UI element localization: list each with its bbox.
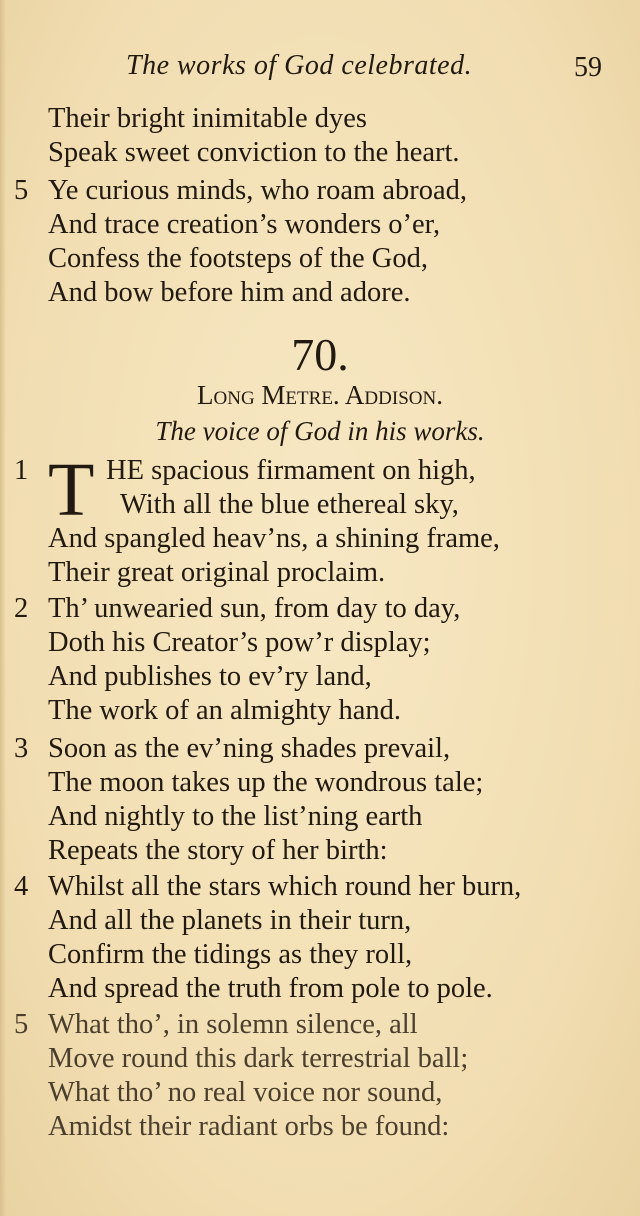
stanza-1 bbox=[0, 448, 640, 590]
drop-cap: T bbox=[48, 448, 95, 532]
stanza-5 bbox=[0, 1008, 640, 1144]
stanza-number: 1 bbox=[14, 455, 29, 486]
previous-stanza-tail bbox=[0, 102, 640, 170]
verse-line: 3 Soon as the ev’ning shades prevail, bbox=[14, 733, 451, 764]
verse-line: 5 What tho’, in solemn silence, all bbox=[14, 1009, 418, 1040]
previous-hymn-stanza-5 bbox=[0, 174, 640, 310]
verse-line: And publishes to ev’ry land, bbox=[48, 661, 372, 692]
running-head bbox=[0, 50, 640, 86]
stanza-number: 3 bbox=[14, 733, 29, 764]
stanza-4 bbox=[0, 870, 640, 1006]
verse-line: 4 Whilst all the stars which round her burn, bbox=[14, 871, 522, 902]
verse-line: And trace creation’s wonders o’er, bbox=[48, 209, 441, 240]
verse-line: What tho’ no real voice nor sound, bbox=[48, 1077, 443, 1108]
verse-line: Confess the footsteps of the God, bbox=[48, 243, 428, 274]
verse-line: And spread the truth from pole to pole. bbox=[48, 973, 493, 1004]
verse-line: And bow before him and adore. bbox=[48, 277, 411, 308]
page-number: 59 bbox=[574, 52, 602, 83]
verse-line: And all the planets in their turn, bbox=[48, 905, 412, 936]
verse-line: Speak sweet conviction to the heart. bbox=[48, 137, 460, 168]
stanza-number: 4 bbox=[14, 871, 29, 902]
verse-line: 2 Th’ unwearied sun, from day to day, bbox=[14, 593, 461, 624]
verse-line: The work of an almighty hand. bbox=[48, 695, 401, 726]
verse-line: And nightly to the list’ning earth bbox=[48, 801, 423, 832]
verse-line: Their great original proclaim. bbox=[48, 557, 386, 588]
stanza-number: 5 bbox=[14, 1009, 29, 1040]
stanza-2 bbox=[0, 592, 640, 728]
hymn-subtitle: The voice of God in his works. bbox=[155, 416, 485, 446]
verse-line: And spangled heav’ns, a shining frame, bbox=[48, 523, 500, 554]
verse-line: 5 Ye curious minds, who roam abroad, bbox=[14, 175, 468, 206]
hymn-number: 70. bbox=[291, 329, 349, 380]
stanza-number: 2 bbox=[14, 593, 29, 624]
stanza-number: 5 bbox=[14, 175, 29, 206]
verse-line: Amidst their radiant orbs be found: bbox=[48, 1111, 450, 1142]
verse-line: Repeats the story of her birth: bbox=[48, 835, 388, 866]
verse-line: Doth his Creator’s pow’r display; bbox=[48, 627, 431, 658]
verse-line: Confirm the tidings as they roll, bbox=[48, 939, 413, 970]
verse-line: 1 HE spacious firmament on high, bbox=[14, 455, 476, 486]
verse-line: Their bright inimitable dyes bbox=[48, 103, 367, 134]
stanza-3 bbox=[0, 732, 640, 868]
verse-line: With all the blue ethereal sky, bbox=[120, 489, 459, 520]
verse-line: Move round this dark terrestrial ball; bbox=[48, 1043, 469, 1074]
hymn-meter: Long Metre. Addison. bbox=[197, 380, 443, 410]
running-title: The works of God celebrated. bbox=[126, 50, 473, 81]
verse-line: The moon takes up the wondrous tale; bbox=[48, 767, 484, 798]
